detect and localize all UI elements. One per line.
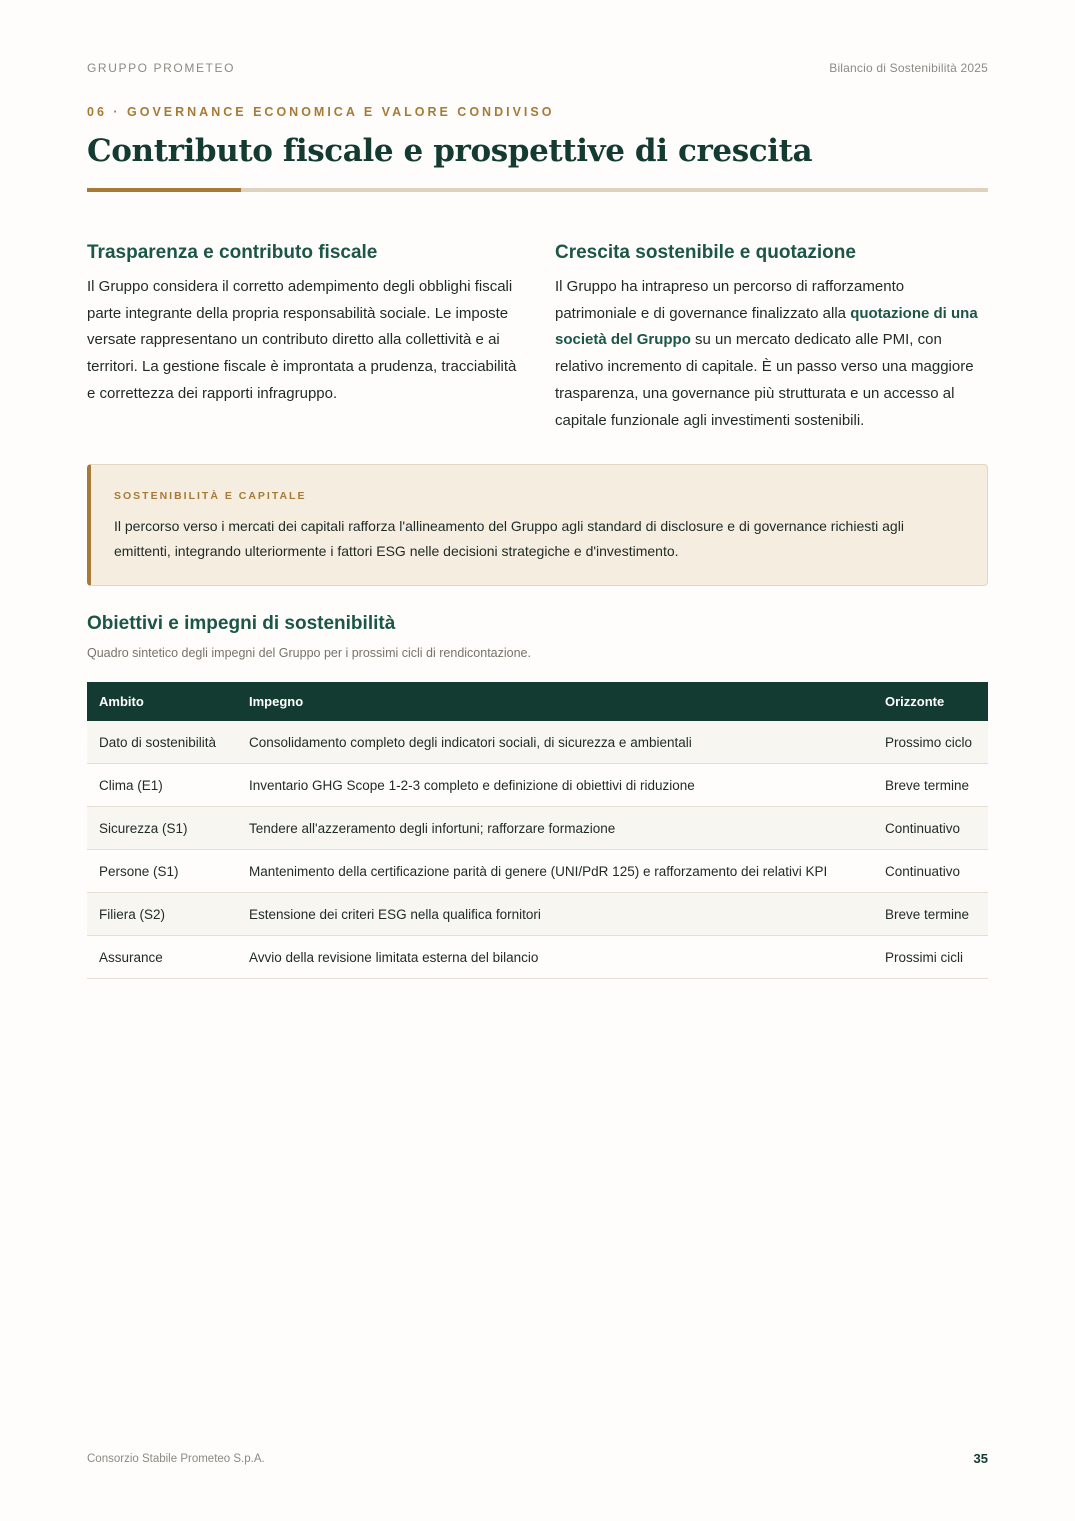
body-text-end: su un mercato dedicato alle PMI, con relativo incremento di capitale. È un passo verso una maggiore trasparenza, una governance più strutturata e un accesso al capitale funzionale agli investimenti sostenibili. xyxy=(555,331,974,429)
table-row xyxy=(87,893,988,936)
footer-company: Consorzio Stabile Prometeo S.p.A. xyxy=(87,1452,265,1465)
objectives-section xyxy=(87,613,988,660)
body-text-start: Il Gruppo ha intrapreso un percorso di rafforzamento patrimoniale e di governance finalizzato alla xyxy=(555,278,905,322)
cell-impegno: Inventario GHG Scope 1-2-3 completo e definizione di obiettivi di riduzione xyxy=(237,764,873,807)
table-row xyxy=(87,850,988,893)
table-row xyxy=(87,936,988,979)
sustainability-capital-callout xyxy=(87,464,988,586)
table-row xyxy=(87,764,988,807)
cell-orizzonte: Prossimo ciclo xyxy=(873,721,988,764)
cell-orizzonte: Continuativo xyxy=(873,807,988,850)
listing-highlight: quotazione di una società del Gruppo xyxy=(555,304,978,349)
table-header-row xyxy=(87,682,988,721)
column-header-impegno: Impegno xyxy=(237,682,873,721)
page-number: 35 xyxy=(973,1451,988,1466)
objectives-heading: Obiettivi e impegni di sostenibilità xyxy=(87,613,396,634)
cell-ambito: Clima (E1) xyxy=(87,764,237,807)
brand-name: GRUPPO PROMETEO xyxy=(87,61,236,75)
cell-impegno: Tendere all'azzeramento degli infortuni; rafforzare formazione xyxy=(237,807,873,850)
column-header-ambito: Ambito xyxy=(87,682,237,721)
page-title: Contributo fiscale e prospettive di crescita xyxy=(87,133,813,169)
cell-ambito: Persone (S1) xyxy=(87,850,237,893)
cell-ambito: Sicurezza (S1) xyxy=(87,807,237,850)
running-header xyxy=(87,61,988,75)
fiscal-transparency-body: Il Gruppo considera il corretto adempimento degli obblighi fiscali parte integrante della propria responsabilità sociale. Le imposte versate rappresentano un contributo diretto alla collettività e ai territori. La gestione fiscale è improntata a prudenza, tracciabilità e correttezza dei rapporti infragruppo. xyxy=(87,278,517,402)
objectives-subtitle: Quadro sintetico degli impegni del Gruppo per i prossimi cicli di rendicontazione. xyxy=(87,646,531,660)
cell-impegno: Consolidamento completo degli indicatori sociali, di sicurezza e ambientali xyxy=(237,721,873,764)
callout-label: SOSTENIBILITÀ E CAPITALE xyxy=(114,490,307,502)
title-divider xyxy=(87,188,988,192)
cell-ambito: Assurance xyxy=(87,936,237,979)
cell-impegno: Mantenimento della certificazione parità di genere (UNI/PdR 125) e rafforzamento dei relativi KPI xyxy=(237,850,873,893)
table-row xyxy=(87,807,988,850)
document-title: Bilancio di Sostenibilità 2025 xyxy=(829,61,988,75)
cell-ambito: Dato di sostenibilità xyxy=(87,721,237,764)
table-row xyxy=(87,721,988,764)
page-footer xyxy=(87,1451,988,1466)
cell-impegno: Avvio della revisione limitata esterna del bilancio xyxy=(237,936,873,979)
objectives-table xyxy=(87,682,988,979)
title-divider-accent xyxy=(87,188,241,192)
sustainable-growth-body xyxy=(555,274,988,434)
sustainable-growth-column xyxy=(555,242,988,434)
sustainable-growth-heading: Crescita sostenibile e quotazione xyxy=(555,242,856,263)
cell-orizzonte: Continuativo xyxy=(873,850,988,893)
cell-ambito: Filiera (S2) xyxy=(87,893,237,936)
report-page xyxy=(87,0,988,1521)
fiscal-transparency-heading: Trasparenza e contributo fiscale xyxy=(87,242,378,263)
cell-orizzonte: Breve termine xyxy=(873,893,988,936)
section-kicker: 06 · GOVERNANCE ECONOMICA E VALORE CONDIVISO xyxy=(87,105,555,119)
cell-orizzonte: Prossimi cicli xyxy=(873,936,988,979)
cell-orizzonte: Breve termine xyxy=(873,764,988,807)
column-header-orizzonte: Orizzonte xyxy=(873,682,988,721)
callout-text: Il percorso verso i mercati dei capitali rafforza l'allineamento del Gruppo agli standard di disclosure e di governance richiesti agli emittenti, integrando ulteriormente i fattori ESG nelle decisioni strategiche e d'investimento. xyxy=(114,518,904,559)
fiscal-transparency-column xyxy=(87,242,523,408)
cell-impegno: Estensione dei criteri ESG nella qualifica fornitori xyxy=(237,893,873,936)
